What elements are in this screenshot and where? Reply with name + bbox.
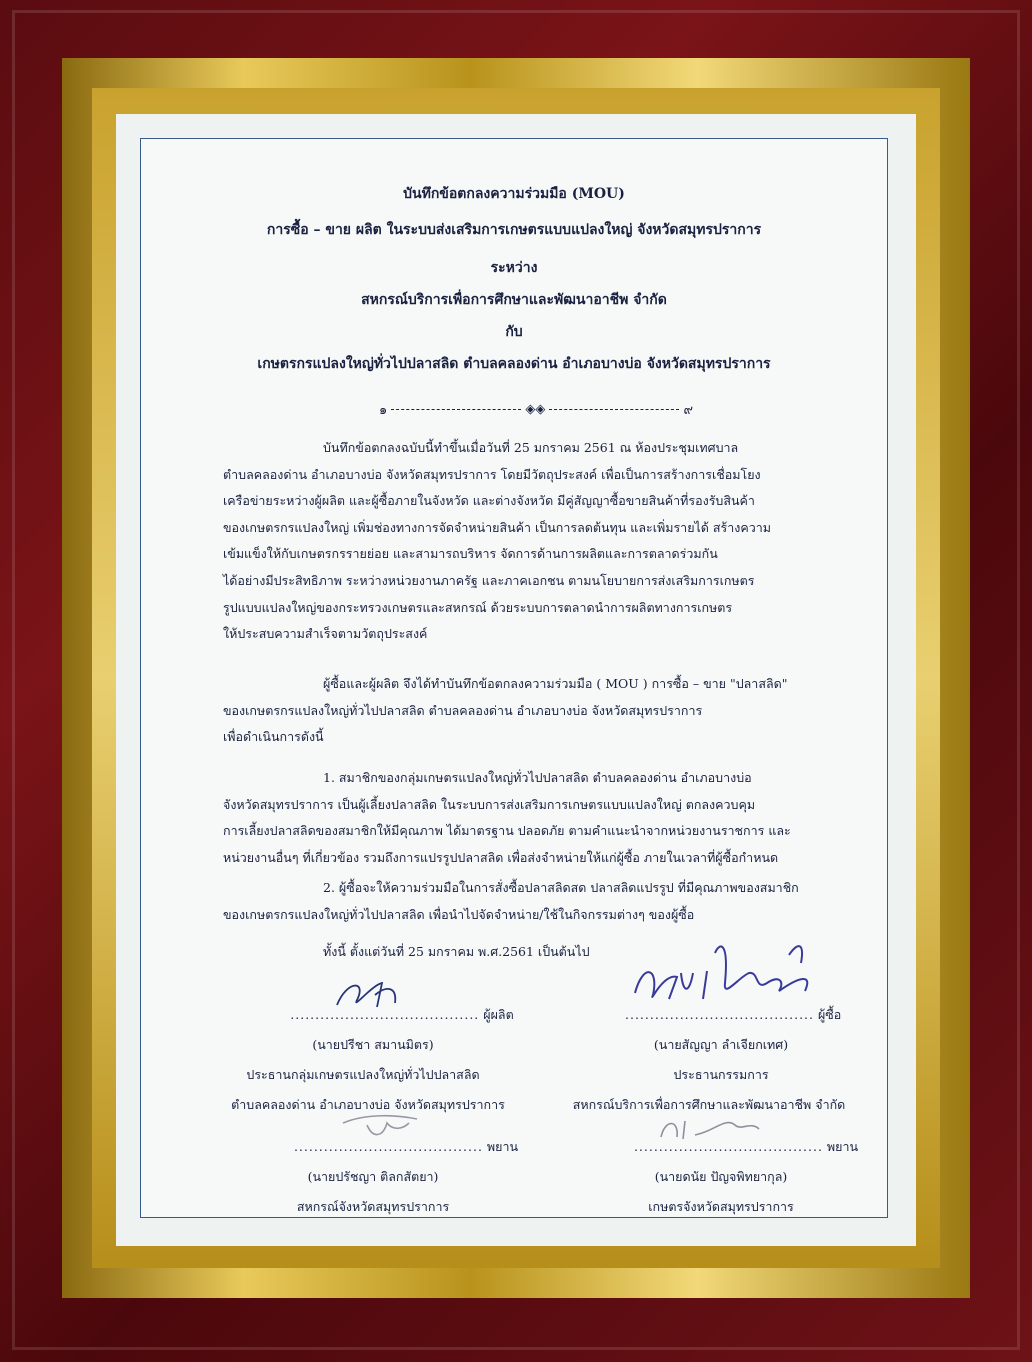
witness-2-title: เกษตรจังหวัดสมุทรปราการ — [648, 1199, 794, 1214]
para1-line: บันทึกข้อตกลงฉบับนี้ทำขึ้นเมื่อวันที่ 25 มกราคม 2561 ณ ห้องประชุมเทศบาล — [323, 440, 739, 455]
ornament-left-glyph: ๑ — [379, 402, 388, 418]
clause1-line: จังหวัดสมุทรปราการ เป็นผู้เลี้ยงปลาสลิด ในระบบการส่งเสริมการเกษตรแบบแปลงใหญ่ ตกลงควบคุม — [223, 796, 756, 812]
mou-document — [140, 138, 888, 1218]
para2-line: ของเกษตรกรแปลงใหญ่ทั่วไปปลาสลิด ตำบลคลองด่าน อำเภอบางบ่อ จังหวัดสมุทรปราการ — [223, 702, 703, 718]
witness-2-role: พยาน — [826, 1139, 859, 1154]
producer-title-1: ประธานกลุ่มเกษตรแปลงใหญ่ทั่วไปปลาสลิด — [246, 1067, 480, 1082]
ornament-right-glyph: ๙ — [683, 402, 694, 418]
clause2-line: 2. ผู้ซื้อจะให้ความร่วมมือในการสั่งซื้อปลาสลิดสด ปลาสลิดแปรรูป ที่มีคุณภาพของสมาชิก — [323, 880, 799, 895]
para1-line: เข้มแข็งให้กับเกษตรกรรายย่อย และสามารถบริหาร จัดการด้านการผลิตและการตลาดร่วมกัน — [223, 546, 718, 562]
buyer-title-2: สหกรณ์บริการเพื่อการศึกษาและพัฒนาอาชีพ จำกัด — [572, 1097, 846, 1112]
ornament-line-left — [391, 409, 521, 410]
producer-title-2: ตำบลคลองด่าน อำเภอบางบ่อ จังหวัดสมุทรปราการ — [231, 1097, 505, 1112]
witness-2-name: (นายดนัย ปัญจพิทยากุล) — [654, 1169, 788, 1184]
witness-1-role: พยาน — [486, 1139, 519, 1154]
clause-2 — [223, 875, 859, 928]
para1-line: รูปแบบแปลงใหญ่ของกระทรวงเกษตรและสหกรณ์ ด้วยระบบการตลาดนำการผลิตทางการเกษตร — [223, 599, 733, 615]
title-line-5: กับ — [505, 324, 523, 340]
paragraph-intro — [223, 435, 859, 648]
clause1-line: การเลี้ยงปลาสลิดของสมาชิกให้มีคุณภาพ ได้มาตรฐาน ปลอดภัย ตามคำแนะนำจากหน่วยงานราชการ และ — [223, 823, 791, 839]
title-line-6: เกษตรกรแปลงใหญ่ทั่วไปปลาสลิด ตำบลคลองด่าน อำเภอบางบ่อ จังหวัดสมุทรปราการ — [257, 356, 771, 372]
para1-line: ของเกษตรกรแปลงใหญ่ เพิ่มช่องทางการจัดจำหน่ายสินค้า เป็นการลดต้นทุน และเพิ่มรายได้ สร้างความ — [223, 519, 771, 535]
producer-role: ผู้ผลิต — [483, 1007, 514, 1022]
clause2-line: ของเกษตรกรแปลงใหญ่ทั่วไปปลาสลิด เพื่อนำไปจัดจำหน่าย/ใช้ในกิจกรรมต่างๆ ของผู้ซื้อ — [223, 906, 695, 922]
paragraph-agreement — [223, 671, 859, 751]
title-line-3: ระหว่าง — [490, 260, 538, 276]
para2-line: เพื่อดำเนินการดังนี้ — [223, 729, 324, 745]
producer-name: (นายปรีชา สมานมิตร) — [312, 1037, 434, 1052]
title-line-4: สหกรณ์บริการเพื่อการศึกษาและพัฒนาอาชีพ จำกัด — [361, 292, 667, 308]
para1-line: เครือข่ายระหว่างผู้ผลิต และผู้ซื้อภายในจังหวัด และต่างจังหวัด มีคู่สัญญาซื้อขายสินค้าที่รองรับสินค้า — [223, 493, 755, 509]
ornament-line-right — [549, 409, 679, 410]
dotted-line: ...................................... — [633, 1139, 823, 1154]
buyer-role: ผู้ซื้อ — [817, 1007, 842, 1022]
clause1-line: 1. สมาชิกของกลุ่มเกษตรแปลงใหญ่ทั่วไปปลาสลิด ตำบลคลองด่าน อำเภอบางบ่อ — [323, 770, 752, 785]
buyer-sign-line — [625, 1005, 842, 1025]
divider-ornament — [379, 401, 693, 417]
producer-sign-line — [277, 1005, 527, 1025]
witness-1-name: (นายปรัชญา ติลกสัตยา) — [307, 1169, 439, 1184]
witness-2-sign-line — [621, 1137, 871, 1157]
ornament-center-glyph: ◈◈ — [525, 401, 546, 417]
buyer-name: (นายสัญญา ลำเจียกเทศ) — [653, 1037, 789, 1052]
dotted-line: ...................................... — [625, 1007, 814, 1022]
title-line-2: การซื้อ – ขาย ผลิต ในระบบส่งเสริมการเกษตรแบบแปลงใหญ่ จังหวัดสมุทรปราการ — [266, 222, 762, 238]
para1-line: ตำบลคลองด่าน อำเภอบางบ่อ จังหวัดสมุทรปราการ โดยมีวัตถุประสงค์ เพื่อเป็นการสร้างการเชื่อมโยง — [223, 466, 761, 482]
para1-line: ให้ประสบความสำเร็จตามวัตถุประสงค์ — [223, 626, 428, 642]
para2-line: ผู้ซื้อและผู้ผลิต จึงได้ทำบันทึกข้อตกลงความร่วมมือ ( MOU ) การซื้อ – ขาย "ปลาสลิด" — [323, 676, 788, 691]
witness-1-title: สหกรณ์จังหวัดสมุทรปราการ — [296, 1199, 450, 1214]
dotted-line: ...................................... — [293, 1139, 483, 1154]
title-line-1: บันทึกข้อตกลงความร่วมมือ (MOU) — [403, 186, 625, 202]
witness-1-sign-line — [281, 1137, 531, 1157]
clause-1 — [223, 765, 859, 871]
buyer-title-1: ประธานกรรมการ — [673, 1067, 769, 1082]
buyer-signature — [629, 933, 829, 1013]
clause1-line: หน่วยงานอื่นๆ ที่เกี่ยวข้อง รวมถึงการแปรรูปปลาสลิด เพื่อส่งจำหน่ายให้แก่ผู้ซื้อ ภายในเวลาที่ผู้ซื้อกำหนด — [223, 849, 779, 865]
para1-line: ได้อย่างมีประสิทธิภาพ ระหว่างหน่วยงานภาครัฐ และภาคเอกชน ตามนโยบายการส่งเสริมการเกษตร — [223, 572, 755, 588]
effective-line: ทั้งนี้ ตั้งแต่วันที่ 25 มกราคม พ.ศ.2561 เป็นต้นไป — [323, 944, 590, 959]
dotted-line: ...................................... — [290, 1007, 480, 1022]
